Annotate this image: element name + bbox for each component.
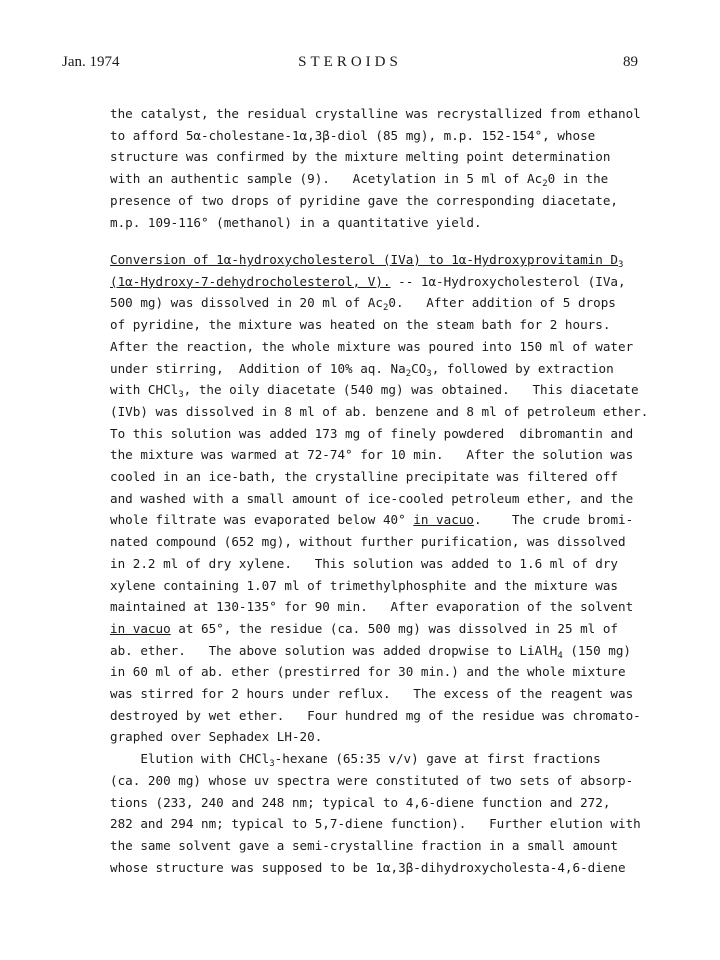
text-span: presence of two drops of pyridine gave the corresponding diacetate, — [110, 192, 618, 208]
text-line — [110, 553, 640, 575]
text-span: in 60 ml of ab. ether (prestirred for 30 min.) and the whole mixture — [110, 664, 626, 680]
text-line — [110, 146, 640, 168]
text-span: whose structure was supposed to be 1α,3β-dihydroxycholesta-4,6-diene — [110, 859, 626, 875]
text-line — [110, 466, 640, 488]
text-span: xylene containing 1.07 ml of trimethylphosphite and the mixture was — [110, 577, 618, 593]
text-line — [110, 575, 640, 597]
text-line — [110, 401, 649, 423]
section-title: Conversion of 1α-hydroxycholesterol (IVa) to 1α-Hydroxyprovitamin D — [110, 252, 618, 267]
text-span: whole filtrate was evaporated below 40° — [110, 512, 414, 528]
text-span: (ca. 200 mg) whose uv spectra were constituted of two sets of absorp- — [110, 772, 634, 788]
text-span: maintained at 130-135° for 90 min. After evaporation of the solvent — [110, 599, 634, 615]
text-line — [110, 726, 640, 748]
italic-term: in vacuo — [413, 512, 474, 528]
text-line — [110, 618, 640, 640]
text-line — [110, 336, 640, 358]
text-span: with CHCl — [110, 382, 179, 398]
text-line — [110, 444, 640, 466]
text-span: at 65°, the residue (ca. 500 mg) was dissolved in 25 ml of — [170, 620, 619, 636]
text-span: nated compound (652 mg), without further purification, was dissolved — [110, 534, 626, 550]
subscript: 2 — [542, 179, 548, 190]
text-span: the mixture was warmed at 72-74° for 10 min. After the solution was — [110, 447, 634, 463]
text-span: in 2.2 ml of dry xylene. This solution was added to 1.6 ml of dry — [110, 555, 618, 571]
text-line — [110, 212, 640, 234]
text-line — [110, 125, 640, 147]
text-line — [110, 358, 640, 380]
section-title-line — [110, 271, 640, 293]
subscript: 3 — [618, 260, 624, 270]
page-header — [62, 54, 638, 76]
text-span: to afford 5α-cholestane-1α,3β-diol (85 mg), m.p. 152-154°, whose — [110, 127, 596, 143]
subscript: 3 — [178, 390, 184, 401]
subscript: 3 — [426, 368, 432, 379]
text-line — [110, 488, 640, 510]
text-line — [110, 813, 640, 835]
text-span: and washed with a small amount of ice-cooled petroleum ether, and the — [110, 490, 634, 506]
text-span: (IVb) was dissolved in 8 ml of ab. benzene and 8 ml of petroleum ether. — [110, 403, 649, 419]
subscript: 3 — [269, 759, 275, 770]
text-span: -- 1α-Hydroxycholesterol (IVa, — [390, 273, 626, 289]
italic-term: in vacuo — [110, 620, 171, 636]
text-line — [110, 596, 640, 618]
text-span: To this solution was added 173 mg of finely powdered dibromantin and — [110, 425, 634, 441]
text-span: was stirred for 2 hours under reflux. The excess of the reagent was — [110, 686, 634, 702]
paragraph-1 — [110, 103, 640, 233]
header-journal-title: STEROIDS — [298, 54, 402, 70]
text-line — [110, 792, 640, 814]
text-span: with an authentic sample (9). Acetylation in 5 ml of Ac — [110, 171, 543, 187]
text-span: graphed over Sephadex LH-20. — [110, 729, 323, 745]
text-span: , the oily diacetate (540 mg) was obtained. This diacetate — [183, 382, 639, 398]
text-span: After the reaction, the whole mixture was poured into 150 ml of water — [110, 338, 634, 354]
text-line — [110, 190, 640, 212]
text-span: . The crude bromi- — [473, 512, 634, 528]
text-span: structure was confirmed by the mixture melting point determination — [110, 149, 611, 165]
text-span: the catalyst, the residual crystalline was recrystallized from ethanol — [110, 106, 641, 121]
text-span: 0. After addition of 5 drops — [388, 295, 616, 311]
subscript: 4 — [557, 650, 563, 661]
text-line — [110, 531, 640, 553]
text-span: the same solvent gave a semi-crystalline fraction in a small amount — [110, 837, 618, 853]
text-line — [110, 748, 640, 770]
subscript: 2 — [405, 368, 412, 379]
text-line — [110, 661, 640, 683]
text-line — [110, 423, 640, 445]
text-line — [110, 640, 640, 662]
text-line — [110, 292, 640, 314]
text-line — [110, 683, 640, 705]
text-line — [110, 857, 640, 879]
text-span: tions (233, 240 and 248 nm; typical to 4,6-diene function and 272, — [110, 794, 611, 810]
text-line — [110, 705, 640, 727]
text-line — [110, 509, 640, 531]
text-line — [110, 379, 640, 401]
header-page-number: 89 — [623, 54, 638, 70]
text-span: of pyridine, the mixture was heated on the steam bath for 2 hours. — [110, 317, 611, 333]
paragraph-2 — [110, 249, 649, 878]
text-line — [110, 835, 640, 857]
text-span: under stirring, Addition of 10% aq. Na — [110, 360, 406, 376]
text-line — [110, 103, 640, 125]
section-title-line — [110, 249, 640, 271]
text-span: cooled in an ice-bath, the crystalline precipitate was filtered off — [110, 469, 618, 485]
text-span: 500 mg) was dissolved in 20 ml of Ac — [110, 295, 383, 311]
text-line — [110, 770, 640, 792]
subscript: 2 — [382, 303, 389, 314]
text-line — [110, 168, 640, 190]
text-span: -hexane (65:35 v/v) gave at first fractions — [274, 751, 601, 767]
header-date: Jan. 1974 — [62, 54, 120, 70]
text-span: CO — [411, 360, 427, 376]
text-span: 0 in the — [547, 171, 609, 187]
text-span: , followed by extraction — [431, 360, 614, 376]
text-span: m.p. 109-116° (methanol) in a quantitative yield. — [110, 214, 482, 230]
text-span: ab. ether. The above solution was added dropwise to LiAlH — [110, 642, 558, 658]
text-span: (150 mg) — [562, 642, 632, 658]
section-title-cont: (1α-Hydroxy-7-dehydrocholesterol, V). — [110, 273, 391, 289]
text-span: destroyed by wet ether. Four hundred mg of the residue was chromato- — [110, 707, 641, 723]
text-span: Elution with CHCl — [110, 751, 270, 767]
text-line — [110, 314, 640, 336]
text-span: 282 and 294 nm; typical to 5,7-diene function). Further elution with — [110, 816, 641, 832]
